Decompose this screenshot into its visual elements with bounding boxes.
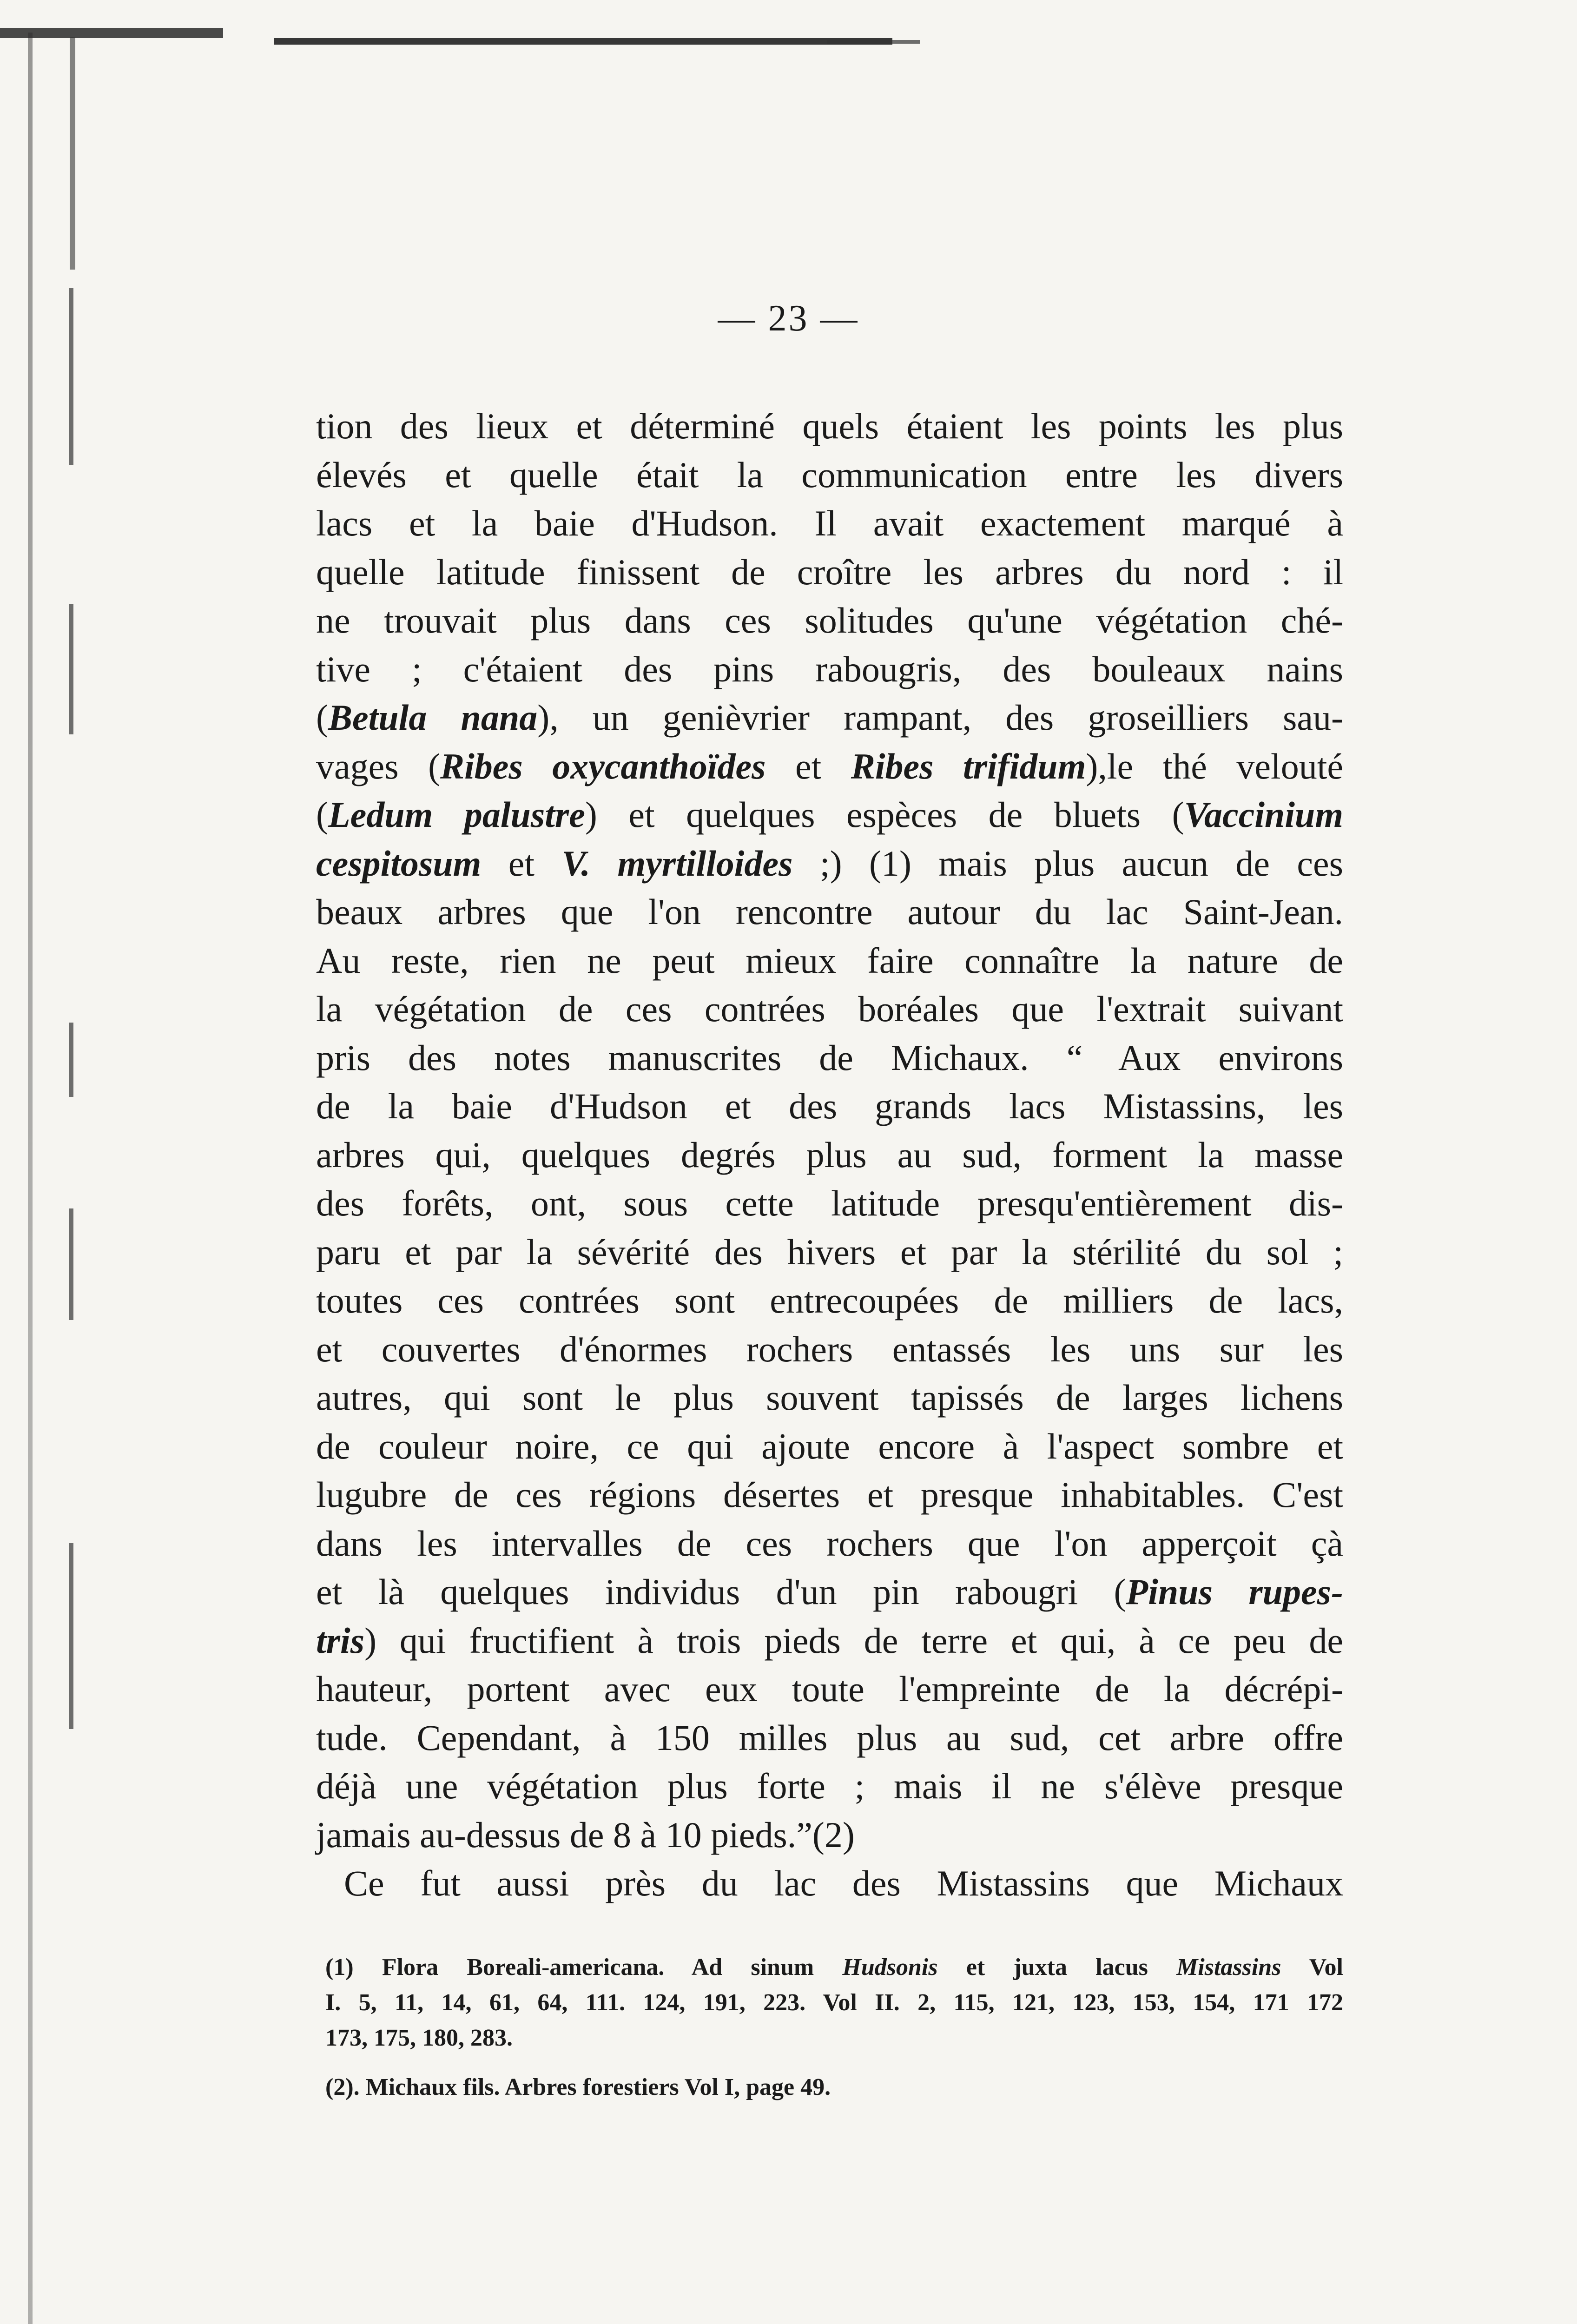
footnote-2: (2). Michaux fils. Arbres forestiers Vol I, page 49. <box>325 2074 831 2100</box>
body-text <box>316 402 1343 1908</box>
text-line: tude. Cependant, à 150 milles plus au sud, cet arbre offre <box>316 1717 1343 1758</box>
text-line: toutes ces contrées sont entrecoupées de milliers de lacs, <box>316 1280 1343 1320</box>
text-line: jamais au-dessus de 8 à 10 pieds.”(2) <box>316 1814 855 1855</box>
footnote-1: (1) Flora Boreali-americana. Ad sinum Hudsonis et juxta lacus Mistassins Vol <box>325 1954 1344 1981</box>
text-line: beaux arbres que l'on rencontre autour du lac Saint-Jean. <box>316 891 1343 932</box>
text-line: et couvertes d'énormes rochers entassés les uns sur les <box>316 1328 1343 1369</box>
edge-tick <box>69 1543 73 1729</box>
text-line: Ce fut aussi près du lac des Mistassins que Michaux <box>344 1863 1343 1903</box>
text-line: lugubre de ces régions désertes et presque inhabitables. C'est <box>316 1474 1343 1515</box>
text-line: dans les intervalles de ces rochers que l'on apperçoit çà <box>316 1523 1343 1564</box>
text-line: hauteur, portent avec eux toute l'empreinte de la décrépi- <box>316 1669 1343 1709</box>
text-line: élevés et quelle était la communication entre les divers <box>316 454 1343 495</box>
page-binding-shadow <box>28 33 33 2324</box>
footnote-1-continued: I. 5, 11, 14, 61, 64, 111. 124, 191, 223. Vol II. 2, 115, 121, 123, 153, 154, 171 172 <box>325 1989 1343 2016</box>
text-line: vages (Ribes oxycanthoïdes et Ribes trifidum),le thé velouté <box>316 746 1343 786</box>
edge-tick <box>69 604 73 734</box>
edge-tick <box>69 1023 73 1097</box>
text-line: des forêts, ont, sous cette latitude presqu'entièrement dis- <box>316 1183 1343 1223</box>
text-line: paru et par la sévérité des hivers et par la stérilité du sol ; <box>316 1231 1343 1272</box>
footnotes <box>325 1950 1343 2105</box>
text-line: et là quelques individus d'un pin rabougri (Pinus rupes- <box>316 1571 1344 1612</box>
text-line: arbres qui, quelques degrés plus au sud, forment la masse <box>316 1134 1343 1175</box>
text-line: (Betula nana), un genièvrier rampant, des groseilliers sau- <box>316 697 1343 738</box>
text-line: de couleur noire, ce qui ajoute encore à l'aspect sombre et <box>316 1426 1343 1466</box>
text-line: déjà une végétation plus forte ; mais il ne s'élève presque <box>316 1766 1343 1806</box>
page-number: — 23 — <box>718 298 859 339</box>
text-line: quelle latitude finissent de croître les arbres du nord : il <box>316 551 1343 592</box>
text-line: ne trouvait plus dans ces solitudes qu'une végétation ché- <box>316 600 1343 640</box>
text-line: Au reste, rien ne peut mieux faire connaître la nature de <box>316 940 1343 981</box>
text-line: lacs et la baie d'Hudson. Il avait exactement marqué à <box>316 503 1343 543</box>
text-line: (Ledum palustre) et quelques espèces de bluets (Vaccinium <box>316 794 1343 835</box>
text-line: pris des notes manuscrites de Michaux. “ Aux environs <box>316 1037 1343 1078</box>
binding-stem <box>70 37 75 270</box>
footnote-1-continued: 173, 175, 180, 283. <box>325 2025 513 2051</box>
text-line: tion des lieux et déterminé quels étaient les points les plus <box>316 406 1343 446</box>
text-line: autres, qui sont le plus souvent tapissés de larges lichens <box>316 1377 1343 1418</box>
text-line: de la baie d'Hudson et des grands lacs Mistassins, les <box>316 1086 1343 1126</box>
binding-mark <box>0 28 223 38</box>
text-line: cespitosum et V. myrtilloides ;) (1) mais plus aucun de ces <box>316 843 1343 884</box>
text-line: tris) qui fructifient à trois pieds de terre et qui, à ce peu de <box>316 1620 1343 1661</box>
top-rule <box>274 38 892 45</box>
top-rule-fragment <box>827 40 920 44</box>
text-line: la végétation de ces contrées boréales que l'extrait suivant <box>316 989 1343 1029</box>
text-line: tive ; c'étaient des pins rabougris, des bouleaux nains <box>316 648 1343 689</box>
edge-tick <box>69 1208 73 1320</box>
